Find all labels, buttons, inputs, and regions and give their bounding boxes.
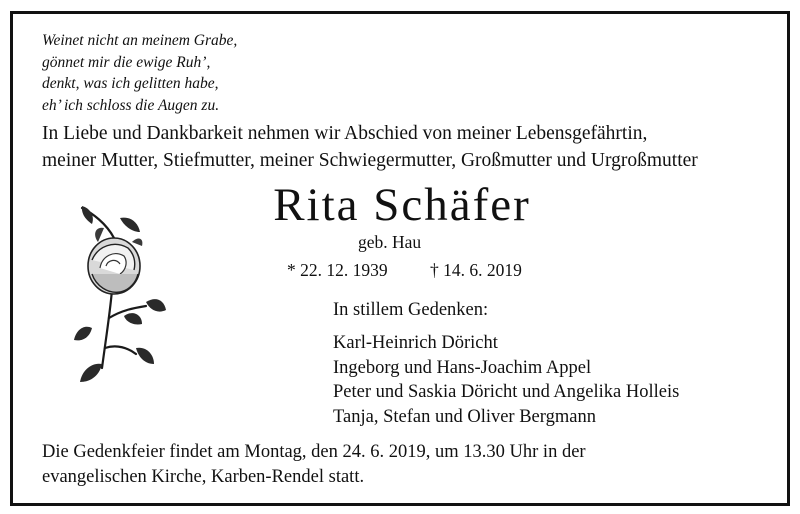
death-date: † 14. 6. 2019 — [430, 260, 522, 280]
intro-line: In Liebe und Dankbarkeit nehmen wir Abschied von meiner Lebensgefährtin, — [42, 123, 648, 144]
deceased-name: Rita Schäfer — [273, 179, 531, 231]
poem-line: Weinet nicht an meinem Grabe, — [42, 32, 238, 49]
mourner-name: Karl-Heinrich Döricht — [333, 333, 498, 353]
mourner-name: Peter und Saskia Döricht und Angelika Holleis — [333, 382, 680, 402]
intro-line: meiner Mutter, Stiefmutter, meiner Schwiegermutter, Großmutter und Urgroßmutter — [42, 150, 698, 171]
ceremony-line: evangelischen Kirche, Karben-Rendel statt. — [42, 466, 365, 487]
life-dates — [287, 260, 522, 281]
poem — [42, 30, 237, 116]
ceremony-line: Die Gedenkfeier findet am Montag, den 24. 6. 2019, um 13.30 Uhr in der — [42, 442, 586, 462]
mourners-list — [333, 331, 679, 429]
intro-text — [42, 120, 698, 174]
poem-line: gönnet mir die ewige Ruh’, — [42, 53, 211, 71]
poem-line: eh’ ich schloss die Augen zu. — [42, 96, 220, 114]
ceremony-info — [42, 440, 586, 489]
poem-line: denkt, was ich gelitten habe, — [42, 75, 219, 92]
rose-icon — [62, 198, 170, 388]
birth-name: geb. Hau — [358, 232, 422, 252]
birth-date: * 22. 12. 1939 — [287, 260, 388, 280]
mourners-title: In stillem Gedenken: — [333, 300, 489, 320]
mourner-name: Ingeborg und Hans-Joachim Appel — [333, 357, 592, 378]
mourner-name: Tanja, Stefan und Oliver Bergmann — [333, 406, 596, 427]
